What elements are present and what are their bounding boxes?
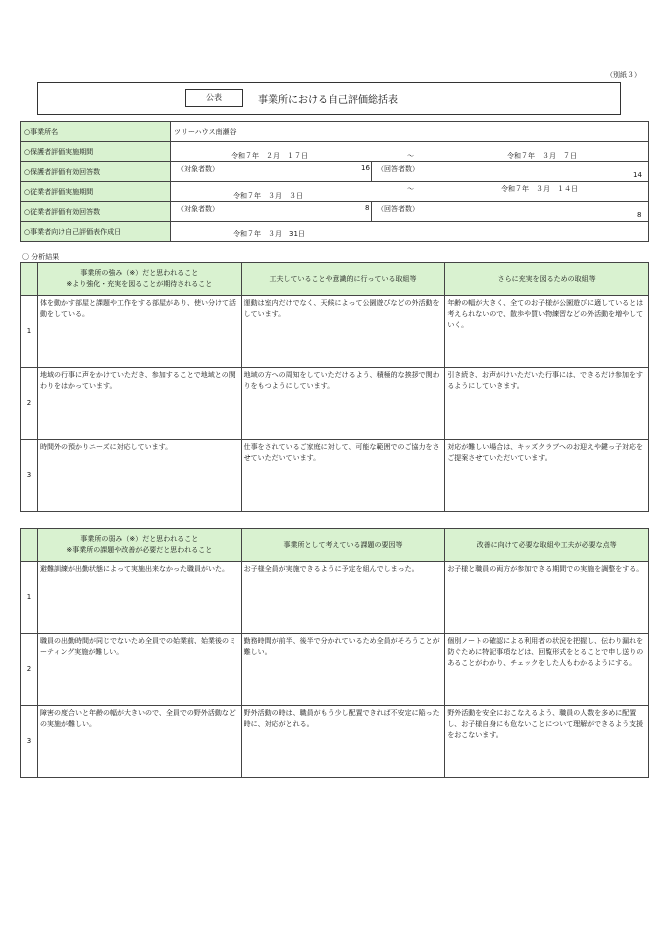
created-value: 令和７年 ３月 31日: [233, 230, 305, 238]
staff-count-label: ○従業者評価有効回答数: [21, 202, 171, 222]
table-row: 3 時間外の預かりニーズに対応しています。 仕事をされているご家庭に対して、可能な範囲でのご協力をさせていただいています。 対応が難しい場合は、キッズクラブへのお迎えや鍵っ子対応をご提案させていただいています。: [21, 440, 649, 512]
info-table: [20, 121, 649, 242]
staff-target-label: （対象者数）: [177, 205, 219, 213]
table-row: 1 体を動かす部屋と課題や工作をする部屋があり、使い分けて活動をしている。 運動は室内だけでなく、天候によって公園遊びなどの外活動をしています。 年齢の幅が大きく、全てのお子様が公園遊びに適しているとは考えられないので、散歩や買い物練習などの外活動を増やしていく。: [21, 296, 649, 368]
office-label: ○事業所名: [21, 122, 171, 142]
created-cell: [171, 222, 649, 242]
staff-target-value: 8: [365, 204, 370, 212]
staff-period-label: ○従業者評価実施期間: [21, 182, 171, 202]
table-row: 3 障害の度合いと年齢の幅が大きいので、全員での野外活動などの実施が難しい。 野外活動の時は、職員がもう少し配置できれば不安定に陥った時に、対応がとれる。 野外活動を安全におこなえるよう、職員の人数を多めに配置し、お子様自身にも危ないことについて理解ができるよう支援をおこないます。: [21, 706, 649, 778]
guardian-count-cell: [171, 162, 649, 182]
guardian-count-label: ○保護者評価有効回答数: [21, 162, 171, 182]
guardian-answer-label: （回答者数）: [377, 165, 419, 173]
weaknesses-header-3: 改善に向けて必要な取組や工夫が必要な点等: [445, 529, 649, 562]
appendix-label: （別紙３）: [606, 71, 641, 79]
staff-period-sep: ～: [407, 185, 414, 193]
table-row: 2 地域の行事に声をかけていただき、参加することで地域との関わりをはかっています。 地域の方への周知をしていただけるよう、積極的な挨拶で関わりをもつようにしています。 引き続き、お声がけいただいた行事には、できるだけ参加をするようにしていきます。: [21, 368, 649, 440]
staff-period-start: 令和７年 ３月 ３日: [233, 192, 303, 200]
weaknesses-header-1: 事業所の弱み（※）だと思われること ※事業所の課題や改善が必要だと思われること: [38, 529, 242, 562]
title-frame: [37, 82, 621, 115]
guardian-answer-value: 14: [633, 171, 642, 179]
strengths-table: [20, 262, 649, 512]
public-badge: 公表: [185, 89, 243, 107]
guardian-period-start: 令和７年 ２月 １７日: [231, 152, 308, 160]
guardian-period-label: ○保護者評価実施期間: [21, 142, 171, 162]
page-title: 事業所における自己評価総括表: [258, 95, 398, 106]
created-label: ○事業者向け自己評価表作成日: [21, 222, 171, 242]
weaknesses-header-2: 事業所として考えている課題の要因等: [241, 529, 445, 562]
weaknesses-num-header: [21, 529, 38, 562]
staff-answer-label: （回答者数）: [377, 205, 419, 213]
staff-period-end: 令和７年 ３月 １４日: [501, 185, 578, 193]
strengths-header-2: 工夫していることや意識的に行っている取組等: [241, 263, 445, 296]
guardian-target-value: 16: [361, 164, 370, 172]
table-row: 2 職員の出勤時間が同じでないため全員での始業前、始業後のミーティング実施が難しい。 勤務時間が前半、後半で分かれているため全員がそろうことが難しい。 個別ノートの確認による利用者の状況を把握し、伝わり漏れを防ぐために特記事項などは、回覧形式をとることで申し送りのあることがわかり、チェックをした人もわかるようにする。: [21, 634, 649, 706]
guardian-period-end: 令和７年 ３月 ７日: [507, 152, 577, 160]
table-row: 1 避難訓練が出勤状態によって実施出来なかった職員がいた。 お子様全員が実施できるように予定を組んでしまった。 お子様と職員の両方が参加できる期間での実施を調整をする。: [21, 562, 649, 634]
strengths-num-header: [21, 263, 38, 296]
weaknesses-table: [20, 528, 649, 778]
staff-period-cell: [171, 182, 649, 202]
staff-count-cell: [171, 202, 649, 222]
strengths-header-1: 事業所の強み（※）だと思われること ※より強化・充実を図ることが期待されること: [38, 263, 242, 296]
staff-answer-value: 8: [637, 211, 642, 219]
guardian-period-sep: ～: [407, 152, 414, 160]
guardian-period-cell: [171, 142, 649, 162]
office-value: ツリーハウス南瀬谷: [171, 122, 649, 142]
analysis-heading: 〇 分析結果: [22, 253, 60, 261]
guardian-target-label: （対象者数）: [177, 165, 219, 173]
strengths-header-3: さらに充実を図るための取組等: [445, 263, 649, 296]
